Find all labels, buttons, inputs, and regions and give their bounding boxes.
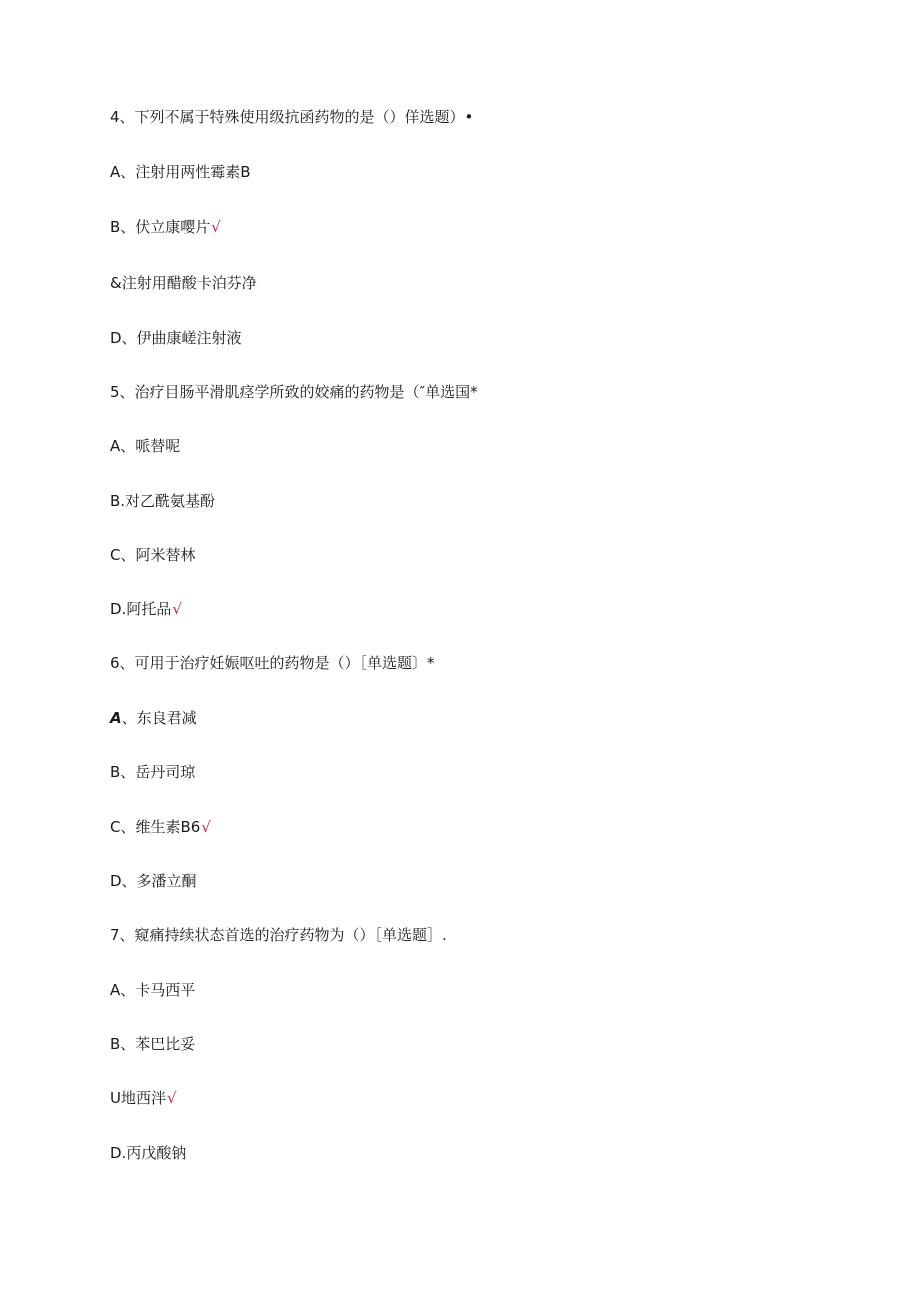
q5-stem [110,382,478,402]
q4-stem-text: 4、下列不属于特殊使用级抗函药物的是（）佯选题）• [110,108,474,126]
q6-option-d [110,871,197,891]
q4-option-b [110,217,221,237]
check-mark-icon: √ [201,818,211,836]
q7-option-d [110,1143,186,1163]
q7-stem [110,925,447,945]
q7-option-b [110,1034,195,1054]
q6-option-d-text: D、多潘立酮 [110,872,197,890]
q7-option-a [110,980,195,1000]
check-mark-icon: √ [211,218,221,236]
q4-option-d-text: D、伊曲康嵯注射液 [110,329,242,347]
q5-option-c-text: C、阿米替林 [110,546,196,564]
q5-option-c [110,545,195,565]
q5-option-a [110,436,180,456]
q4-option-b-text: B、伏立康嘤片 [110,218,211,236]
q4-option-a-text: A、注射用两性霉素B [110,163,251,181]
q7-option-c [110,1088,177,1108]
check-mark-icon: √ [166,1089,177,1107]
q5-stem-text: 5、治疗目肠平滑肌痉学所致的姣痛的药物是（″单选国* [110,383,478,401]
q7-option-a-text: A、卡马西平 [110,981,196,999]
q6-option-c-text: C、维生素B6 [110,818,201,836]
q5-option-b [110,491,215,511]
q7-option-c-text: U地西泮 [110,1089,166,1107]
check-mark-icon: √ [172,600,182,618]
q4-option-c [110,273,257,293]
q4-stem [110,107,473,127]
q6-stem [110,653,435,673]
q4-option-a [110,162,251,182]
q5-option-d [110,599,182,619]
q7-option-b-text: B、苯巴比妥 [110,1035,196,1053]
q6-option-b [110,762,195,782]
q4-option-d [110,328,242,348]
q6-option-a-text: 、东良君减 [121,709,197,727]
q6-option-a [110,708,197,728]
q6-stem-text: 6、可用于治疗妊娠呕吐的药物是（）［单选题〕* [110,654,435,672]
q5-option-b-text: B.对乙酰氨基酚 [110,492,216,510]
q6-option-c [110,817,211,837]
q6-option-a-letter: A [110,709,122,727]
q7-option-d-text: D.丙戊酸钠 [110,1144,187,1162]
q4-option-c-text: &注射用醋酸卡泊芬净 [110,274,257,292]
q5-option-d-text: D.阿托品 [110,600,172,618]
q5-option-a-text: A、哌替呢 [110,437,181,455]
q7-stem-text: 7、窥痛持续状态首选的治疗药物为（）［单选题］. [110,926,447,944]
q6-option-b-text: B、岳丹司琼 [110,763,196,781]
